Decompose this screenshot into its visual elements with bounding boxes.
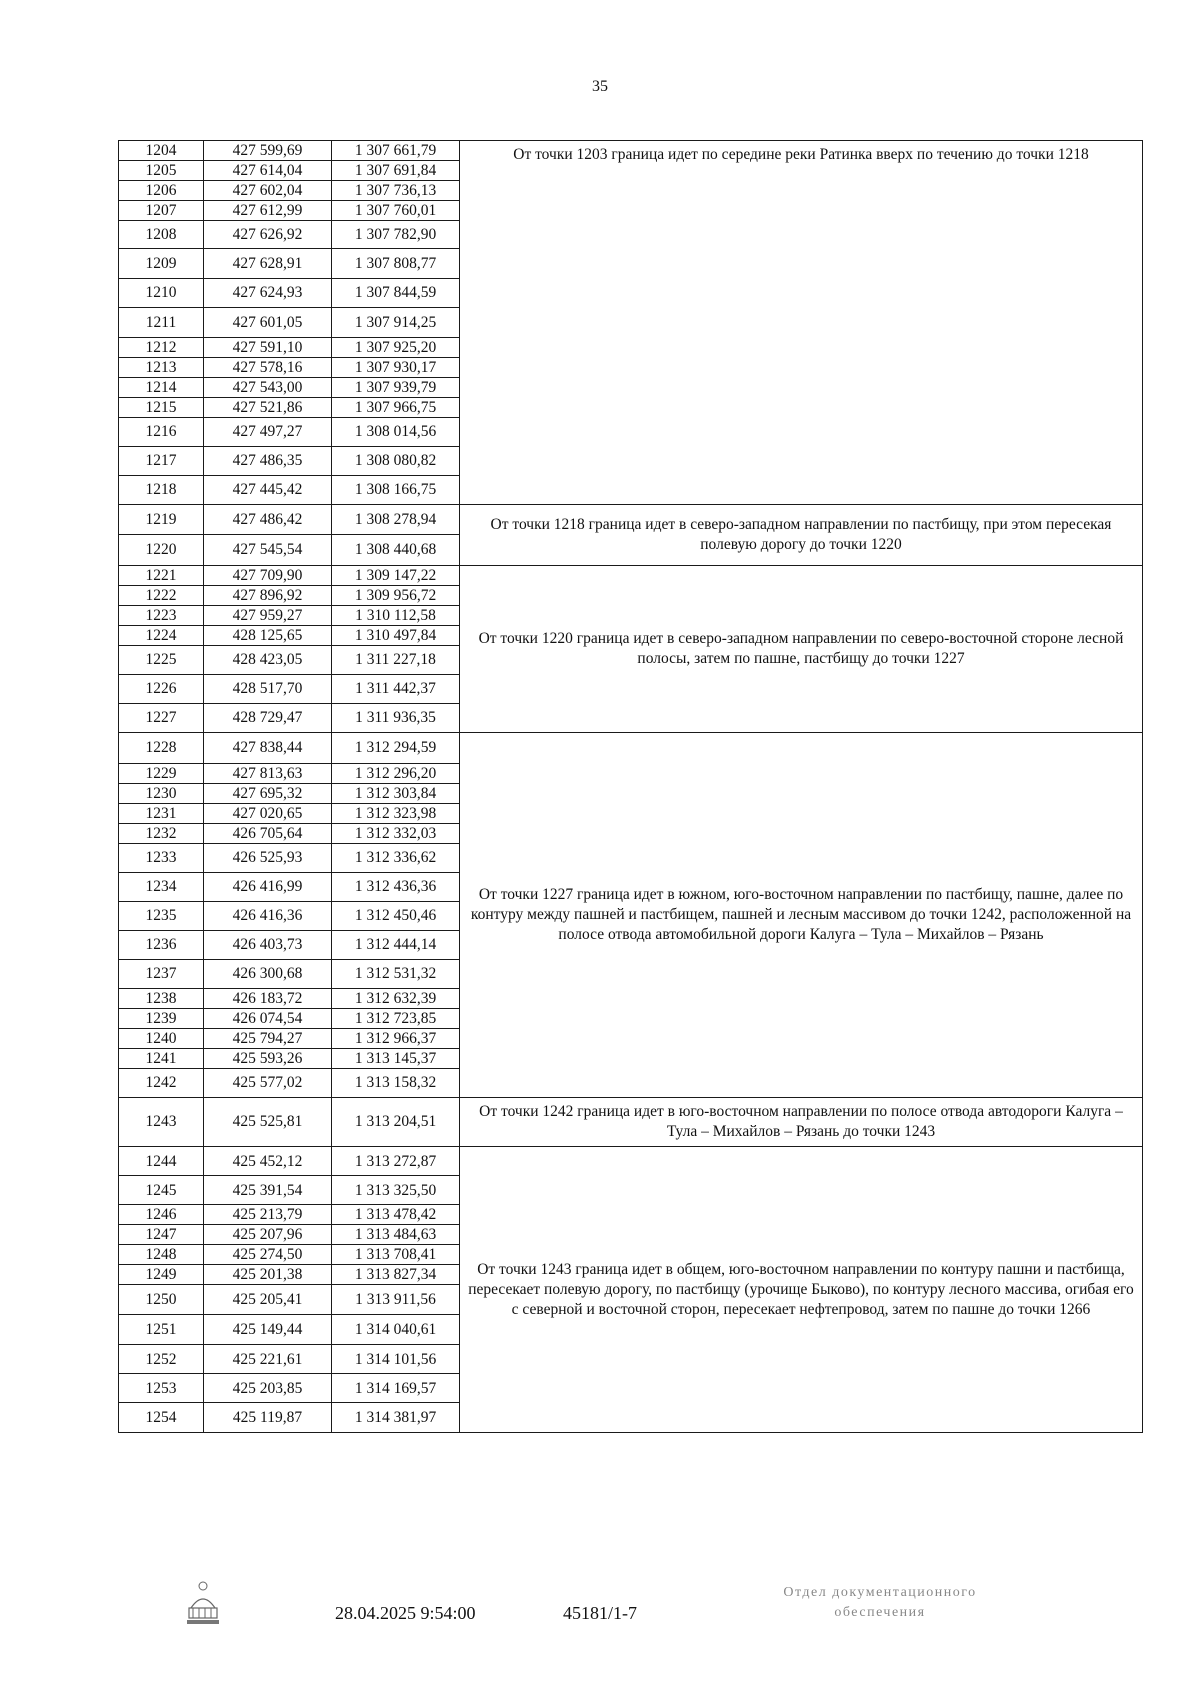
y-coordinate-cell: 1 313 484,63 xyxy=(332,1225,460,1245)
table-row xyxy=(119,733,1143,764)
table-row xyxy=(119,141,1143,161)
x-coordinate-cell: 425 452,12 xyxy=(204,1147,332,1176)
point-number-cell: 1204 xyxy=(119,141,204,161)
point-number-cell: 1205 xyxy=(119,161,204,181)
point-number-cell: 1234 xyxy=(119,873,204,902)
point-number-cell: 1224 xyxy=(119,626,204,646)
point-number-cell: 1230 xyxy=(119,784,204,804)
x-coordinate-cell: 427 695,32 xyxy=(204,784,332,804)
y-coordinate-cell: 1 312 723,85 xyxy=(332,1009,460,1029)
point-number-cell: 1207 xyxy=(119,201,204,221)
x-coordinate-cell: 427 624,93 xyxy=(204,279,332,308)
point-number-cell: 1218 xyxy=(119,476,204,505)
point-number-cell: 1243 xyxy=(119,1098,204,1147)
footer-date: 28.04.2025 9:54:00 xyxy=(335,1603,476,1623)
y-coordinate-cell: 1 309 147,22 xyxy=(332,566,460,586)
point-number-cell: 1223 xyxy=(119,606,204,626)
x-coordinate-cell: 427 020,65 xyxy=(204,804,332,824)
point-number-cell: 1254 xyxy=(119,1403,204,1433)
x-coordinate-cell: 427 486,35 xyxy=(204,447,332,476)
table-row xyxy=(119,505,1143,535)
y-coordinate-cell: 1 313 158,32 xyxy=(332,1069,460,1098)
y-coordinate-cell: 1 312 323,98 xyxy=(332,804,460,824)
y-coordinate-cell: 1 310 112,58 xyxy=(332,606,460,626)
point-number-cell: 1227 xyxy=(119,704,204,733)
y-coordinate-cell: 1 308 278,94 xyxy=(332,505,460,535)
y-coordinate-cell: 1 307 808,77 xyxy=(332,249,460,279)
x-coordinate-cell: 427 626,92 xyxy=(204,221,332,249)
point-number-cell: 1236 xyxy=(119,931,204,960)
point-number-cell: 1246 xyxy=(119,1205,204,1225)
y-coordinate-cell: 1 307 914,25 xyxy=(332,308,460,338)
y-coordinate-cell: 1 309 956,72 xyxy=(332,586,460,606)
y-coordinate-cell: 1 312 450,46 xyxy=(332,902,460,931)
y-coordinate-cell: 1 313 272,87 xyxy=(332,1147,460,1176)
y-coordinate-cell: 1 307 939,79 xyxy=(332,378,460,398)
x-coordinate-cell: 426 074,54 xyxy=(204,1009,332,1029)
table-row xyxy=(119,566,1143,586)
boundary-description-cell: От точки 1218 граница идет в северо-западном направлении по пастбищу, при этом пересекая полевую дорогу до точки 1220 xyxy=(460,505,1143,566)
y-coordinate-cell: 1 313 478,42 xyxy=(332,1205,460,1225)
y-coordinate-cell: 1 310 497,84 xyxy=(332,626,460,646)
y-coordinate-cell: 1 307 782,90 xyxy=(332,221,460,249)
boundary-coordinates-table xyxy=(118,140,1143,1433)
point-number-cell: 1215 xyxy=(119,398,204,418)
x-coordinate-cell: 426 525,93 xyxy=(204,844,332,873)
y-coordinate-cell: 1 307 736,13 xyxy=(332,181,460,201)
x-coordinate-cell: 427 601,05 xyxy=(204,308,332,338)
point-number-cell: 1233 xyxy=(119,844,204,873)
point-number-cell: 1253 xyxy=(119,1374,204,1403)
y-coordinate-cell: 1 307 760,01 xyxy=(332,201,460,221)
point-number-cell: 1209 xyxy=(119,249,204,279)
y-coordinate-cell: 1 314 040,61 xyxy=(332,1315,460,1345)
y-coordinate-cell: 1 313 325,50 xyxy=(332,1176,460,1205)
y-coordinate-cell: 1 311 442,37 xyxy=(332,675,460,704)
x-coordinate-cell: 426 416,99 xyxy=(204,873,332,902)
y-coordinate-cell: 1 312 966,37 xyxy=(332,1029,460,1049)
point-number-cell: 1213 xyxy=(119,358,204,378)
x-coordinate-cell: 427 445,42 xyxy=(204,476,332,505)
footer-office-line1: Отдел документационного xyxy=(783,1585,977,1600)
point-number-cell: 1210 xyxy=(119,279,204,308)
x-coordinate-cell: 427 602,04 xyxy=(204,181,332,201)
x-coordinate-cell: 425 221,61 xyxy=(204,1345,332,1374)
x-coordinate-cell: 427 543,00 xyxy=(204,378,332,398)
point-number-cell: 1216 xyxy=(119,418,204,447)
y-coordinate-cell: 1 307 966,75 xyxy=(332,398,460,418)
boundary-description-cell: От точки 1220 граница идет в северо-западном направлении по северо-восточной стороне лесной полосы, затем по пашне, пастбищу до точки 1227 xyxy=(460,566,1143,733)
point-number-cell: 1238 xyxy=(119,989,204,1009)
point-number-cell: 1232 xyxy=(119,824,204,844)
x-coordinate-cell: 427 838,44 xyxy=(204,733,332,764)
x-coordinate-cell: 425 119,87 xyxy=(204,1403,332,1433)
x-coordinate-cell: 428 125,65 xyxy=(204,626,332,646)
x-coordinate-cell: 427 896,92 xyxy=(204,586,332,606)
point-number-cell: 1237 xyxy=(119,960,204,989)
point-number-cell: 1240 xyxy=(119,1029,204,1049)
y-coordinate-cell: 1 312 436,36 xyxy=(332,873,460,902)
point-number-cell: 1228 xyxy=(119,733,204,764)
x-coordinate-cell: 427 612,99 xyxy=(204,201,332,221)
y-coordinate-cell: 1 312 336,62 xyxy=(332,844,460,873)
x-coordinate-cell: 427 497,27 xyxy=(204,418,332,447)
point-number-cell: 1229 xyxy=(119,764,204,784)
x-coordinate-cell: 426 416,36 xyxy=(204,902,332,931)
y-coordinate-cell: 1 311 936,35 xyxy=(332,704,460,733)
registry-emblem-icon xyxy=(183,1578,223,1628)
x-coordinate-cell: 425 149,44 xyxy=(204,1315,332,1345)
table-row xyxy=(119,1147,1143,1176)
point-number-cell: 1206 xyxy=(119,181,204,201)
point-number-cell: 1226 xyxy=(119,675,204,704)
y-coordinate-cell: 1 313 708,41 xyxy=(332,1245,460,1265)
x-coordinate-cell: 427 486,42 xyxy=(204,505,332,535)
point-number-cell: 1249 xyxy=(119,1265,204,1285)
x-coordinate-cell: 425 274,50 xyxy=(204,1245,332,1265)
y-coordinate-cell: 1 313 827,34 xyxy=(332,1265,460,1285)
x-coordinate-cell: 427 521,86 xyxy=(204,398,332,418)
footer-office-line2: обеспечения xyxy=(834,1605,926,1621)
point-number-cell: 1208 xyxy=(119,221,204,249)
table-row xyxy=(119,1098,1143,1147)
y-coordinate-cell: 1 307 925,20 xyxy=(332,338,460,358)
y-coordinate-cell: 1 314 381,97 xyxy=(332,1403,460,1433)
x-coordinate-cell: 427 709,90 xyxy=(204,566,332,586)
boundary-description-cell: От точки 1242 граница идет в юго-восточном направлении по полосе отвода автодороги Калуга – Тула – Михайлов – Рязань до точки 1243 xyxy=(460,1098,1143,1147)
x-coordinate-cell: 427 599,69 xyxy=(204,141,332,161)
point-number-cell: 1248 xyxy=(119,1245,204,1265)
y-coordinate-cell: 1 314 169,57 xyxy=(332,1374,460,1403)
point-number-cell: 1222 xyxy=(119,586,204,606)
x-coordinate-cell: 427 628,91 xyxy=(204,249,332,279)
y-coordinate-cell: 1 313 204,51 xyxy=(332,1098,460,1147)
y-coordinate-cell: 1 307 844,59 xyxy=(332,279,460,308)
point-number-cell: 1251 xyxy=(119,1315,204,1345)
y-coordinate-cell: 1 312 444,14 xyxy=(332,931,460,960)
point-number-cell: 1250 xyxy=(119,1285,204,1315)
point-number-cell: 1241 xyxy=(119,1049,204,1069)
x-coordinate-cell: 425 213,79 xyxy=(204,1205,332,1225)
x-coordinate-cell: 425 207,96 xyxy=(204,1225,332,1245)
point-number-cell: 1225 xyxy=(119,646,204,675)
y-coordinate-cell: 1 312 531,32 xyxy=(332,960,460,989)
point-number-cell: 1231 xyxy=(119,804,204,824)
y-coordinate-cell: 1 313 911,56 xyxy=(332,1285,460,1315)
point-number-cell: 1245 xyxy=(119,1176,204,1205)
point-number-cell: 1217 xyxy=(119,447,204,476)
y-coordinate-cell: 1 308 080,82 xyxy=(332,447,460,476)
x-coordinate-cell: 425 201,38 xyxy=(204,1265,332,1285)
y-coordinate-cell: 1 308 440,68 xyxy=(332,535,460,566)
x-coordinate-cell: 428 729,47 xyxy=(204,704,332,733)
y-coordinate-cell: 1 308 166,75 xyxy=(332,476,460,505)
page-number: 35 xyxy=(592,78,608,95)
point-number-cell: 1212 xyxy=(119,338,204,358)
point-number-cell: 1235 xyxy=(119,902,204,931)
y-coordinate-cell: 1 312 294,59 xyxy=(332,733,460,764)
x-coordinate-cell: 427 545,54 xyxy=(204,535,332,566)
point-number-cell: 1221 xyxy=(119,566,204,586)
y-coordinate-cell: 1 314 101,56 xyxy=(332,1345,460,1374)
point-number-cell: 1214 xyxy=(119,378,204,398)
point-number-cell: 1244 xyxy=(119,1147,204,1176)
y-coordinate-cell: 1 312 332,03 xyxy=(332,824,460,844)
x-coordinate-cell: 427 591,10 xyxy=(204,338,332,358)
y-coordinate-cell: 1 307 930,17 xyxy=(332,358,460,378)
x-coordinate-cell: 426 705,64 xyxy=(204,824,332,844)
point-number-cell: 1219 xyxy=(119,505,204,535)
point-number-cell: 1239 xyxy=(119,1009,204,1029)
x-coordinate-cell: 425 794,27 xyxy=(204,1029,332,1049)
y-coordinate-cell: 1 312 632,39 xyxy=(332,989,460,1009)
y-coordinate-cell: 1 311 227,18 xyxy=(332,646,460,675)
point-number-cell: 1211 xyxy=(119,308,204,338)
x-coordinate-cell: 426 183,72 xyxy=(204,989,332,1009)
x-coordinate-cell: 428 423,05 xyxy=(204,646,332,675)
x-coordinate-cell: 428 517,70 xyxy=(204,675,332,704)
x-coordinate-cell: 427 578,16 xyxy=(204,358,332,378)
x-coordinate-cell: 425 593,26 xyxy=(204,1049,332,1069)
point-number-cell: 1247 xyxy=(119,1225,204,1245)
point-number-cell: 1242 xyxy=(119,1069,204,1098)
footer-office-stamp xyxy=(735,1583,1025,1624)
x-coordinate-cell: 426 403,73 xyxy=(204,931,332,960)
boundary-description-cell: От точки 1243 граница идет в общем, юго-восточном направлении по контуру пашни и пастбища, пересекает полевую дорогу, по пастбищу (урочище Быково), по контуру лесного массива, огибая его с северной и восточной сторон, пересекает нефтепровод, затем по пашне до точки 1266 xyxy=(460,1147,1143,1433)
x-coordinate-cell: 425 525,81 xyxy=(204,1098,332,1147)
y-coordinate-cell: 1 312 303,84 xyxy=(332,784,460,804)
point-number-cell: 1220 xyxy=(119,535,204,566)
x-coordinate-cell: 425 203,85 xyxy=(204,1374,332,1403)
boundary-description-cell: От точки 1227 граница идет в южном, юго-восточном направлении по пастбищу, пашне, далее по контуру между пашней и пастбищем, пашней и лесным массивом до точки 1242, расположенной на полосе отвода автомобильной дороги Калуга – Тула – Михайлов – Рязань xyxy=(460,733,1143,1098)
y-coordinate-cell: 1 312 296,20 xyxy=(332,764,460,784)
boundary-description-cell: От точки 1203 граница идет по середине реки Ратинка вверх по течению до точки 1218 xyxy=(460,141,1143,505)
x-coordinate-cell: 427 813,63 xyxy=(204,764,332,784)
y-coordinate-cell: 1 307 661,79 xyxy=(332,141,460,161)
x-coordinate-cell: 425 391,54 xyxy=(204,1176,332,1205)
x-coordinate-cell: 425 577,02 xyxy=(204,1069,332,1098)
x-coordinate-cell: 425 205,41 xyxy=(204,1285,332,1315)
y-coordinate-cell: 1 308 014,56 xyxy=(332,418,460,447)
x-coordinate-cell: 427 614,04 xyxy=(204,161,332,181)
point-number-cell: 1252 xyxy=(119,1345,204,1374)
y-coordinate-cell: 1 307 691,84 xyxy=(332,161,460,181)
footer-document-number: 45181/1-7 xyxy=(563,1603,637,1623)
x-coordinate-cell: 426 300,68 xyxy=(204,960,332,989)
x-coordinate-cell: 427 959,27 xyxy=(204,606,332,626)
y-coordinate-cell: 1 313 145,37 xyxy=(332,1049,460,1069)
